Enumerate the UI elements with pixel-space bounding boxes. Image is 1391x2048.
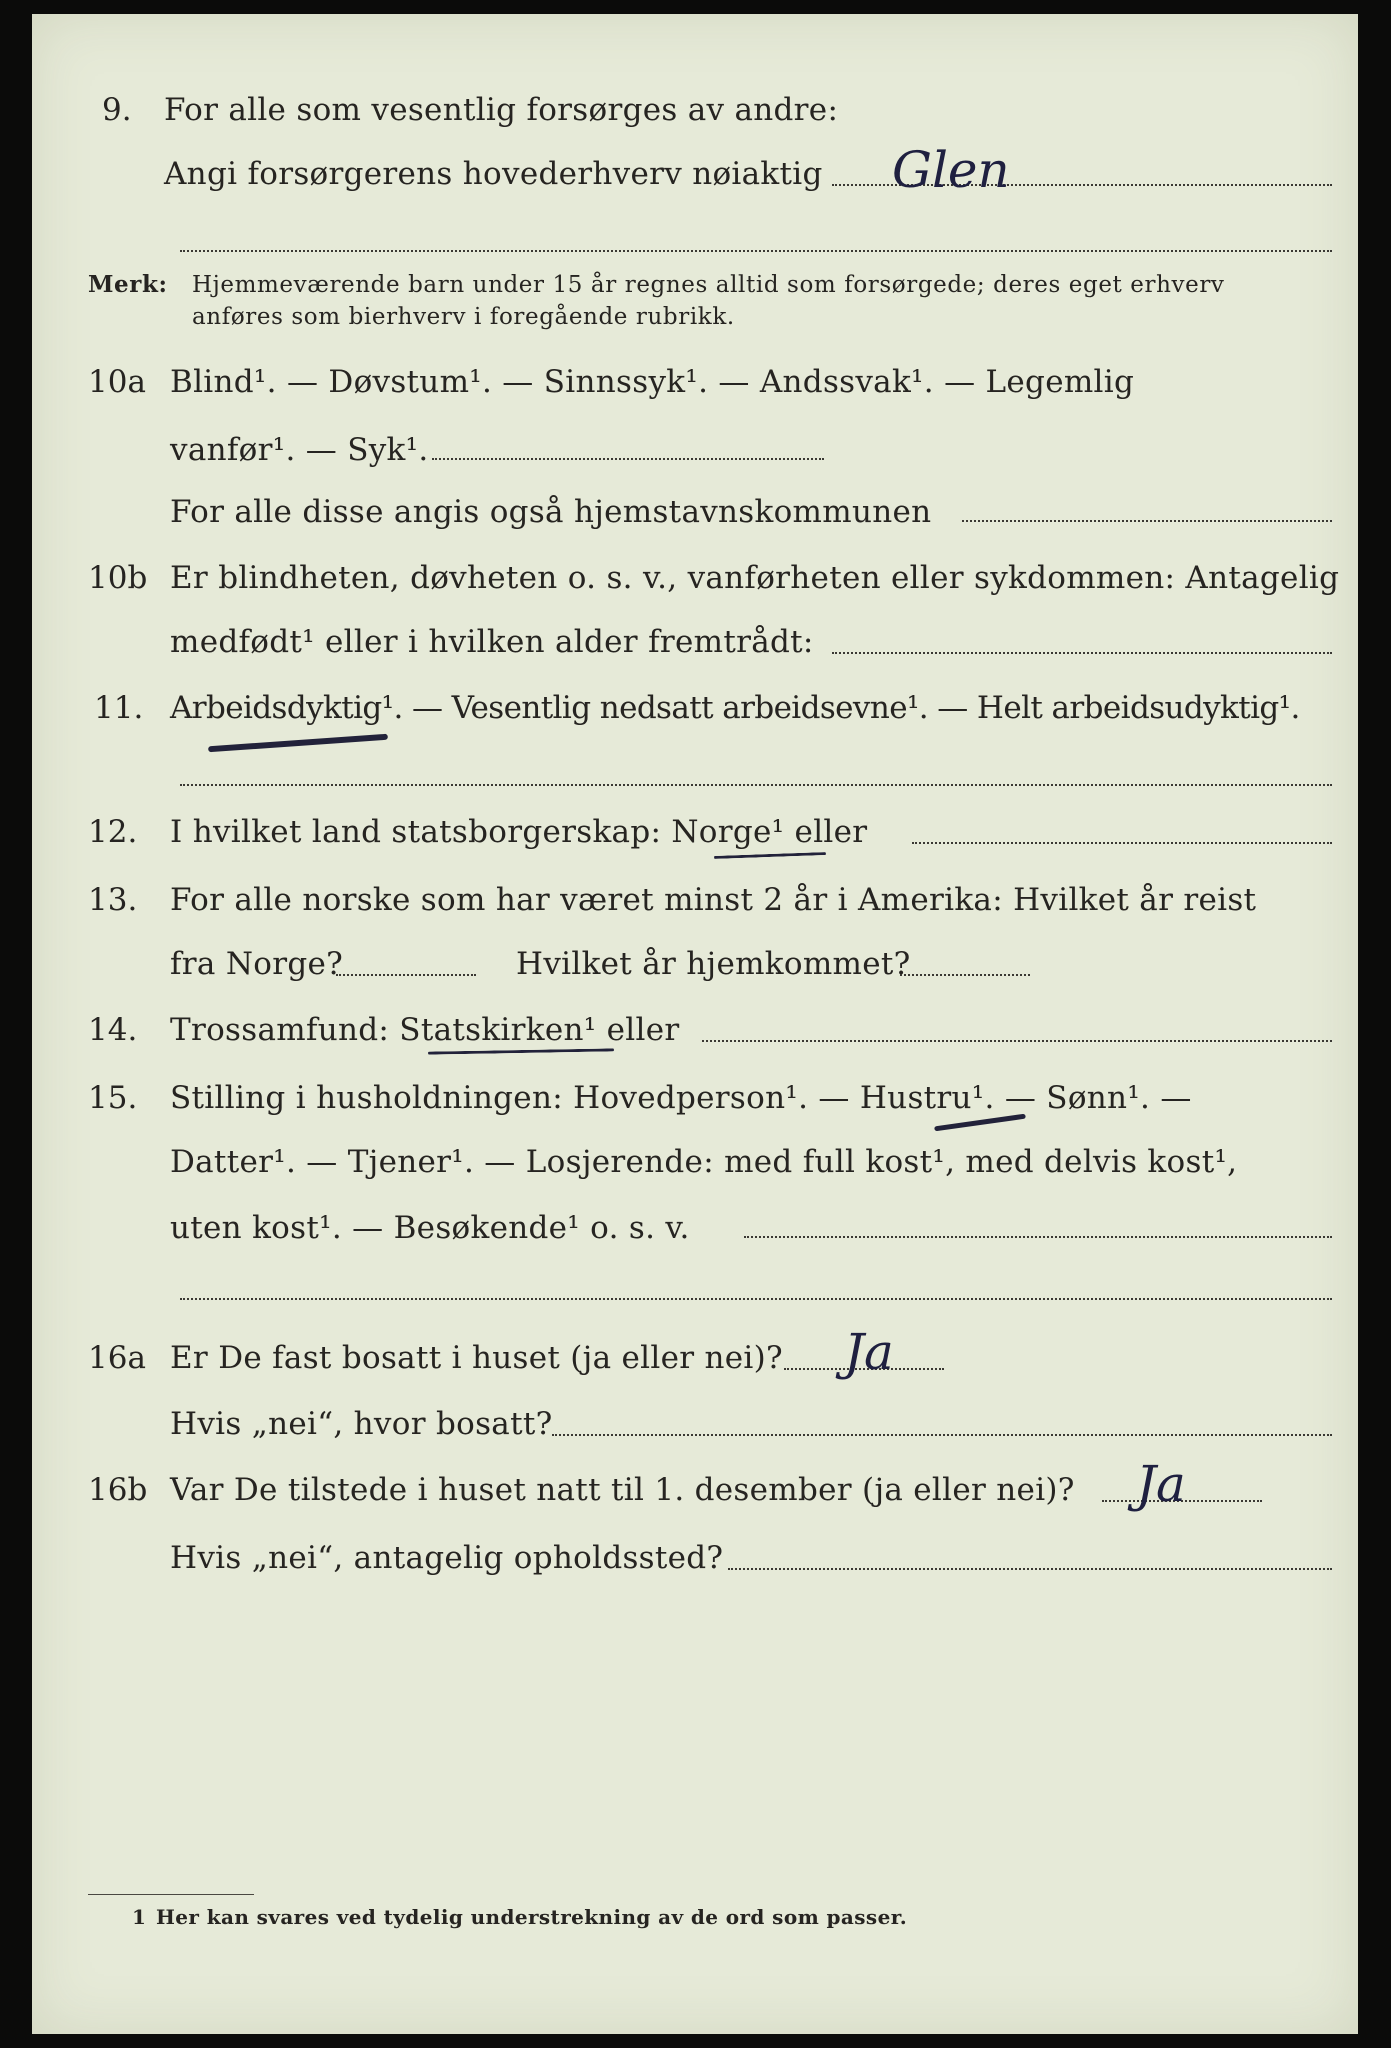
q11-underline-arbeidsdyktig	[208, 734, 388, 753]
q16a-number: 16a	[88, 1340, 146, 1376]
q10a-number: 10a	[88, 364, 146, 400]
q15-line1: Stilling i husholdningen: Hovedperson¹. — Hustru¹. — Sønn¹. —	[170, 1080, 1192, 1116]
q12-answer-line	[912, 842, 1332, 844]
q10b-answer-line	[832, 652, 1332, 654]
q16b-line1: Var De tilstede i huset natt til 1. desember (ja eller nei)?	[170, 1472, 1075, 1508]
q10a-syk-line	[432, 458, 824, 460]
q13-line2a: fra Norge?	[170, 946, 344, 982]
q10a-line2: vanfør¹. — Syk¹.	[170, 432, 429, 468]
q9-line1: For alle som vesentlig forsørges av andre:	[164, 92, 839, 128]
q14-number: 14.	[88, 1012, 138, 1048]
q9-handwritten-answer: Glen	[892, 141, 1010, 199]
footnote-rule	[88, 1894, 254, 1895]
q16b-handwritten-answer: Ja	[1136, 1455, 1186, 1513]
q12-underline-norge	[714, 852, 826, 859]
q9-extra-line	[180, 250, 1332, 252]
q15-line3: uten kost¹. — Besøkende¹ o. s. v.	[170, 1210, 690, 1246]
q16b-line2: Hvis „nei“, antagelig opholdssted?	[170, 1540, 724, 1576]
q16a-line1: Er De fast bosatt i huset (ja eller nei)?	[170, 1340, 783, 1376]
q10a-line3: For alle disse angis også hjemstavnskommunen	[170, 494, 932, 530]
q16b-opholdssted-line	[728, 1568, 1332, 1570]
q12-number: 12.	[88, 814, 138, 850]
merk-line2: anføres som bierhverv i foregående rubrikk.	[192, 304, 735, 330]
q11-extra-line	[180, 784, 1332, 786]
q13-number: 13.	[88, 882, 138, 918]
merk-label: Merk:	[88, 271, 168, 298]
q14-text: Trossamfund: Statskirken¹ eller	[170, 1012, 680, 1048]
q11-number: 11.	[94, 690, 144, 726]
q10a-kommune-line	[962, 520, 1332, 522]
q13-reist-line	[336, 974, 476, 976]
q12-text: I hvilket land statsborgerskap: Norge¹ eller	[170, 814, 868, 850]
q10a-line1: Blind¹. — Døvstum¹. — Sinnssyk¹. — Andssvak¹. — Legemlig	[170, 364, 1135, 400]
q10b-line2: medfødt¹ eller i hvilken alder fremtrådt:	[170, 624, 814, 660]
q15-number: 15.	[88, 1080, 138, 1116]
merk-line1: Hjemmeværende barn under 15 år regnes alltid som forsørgede; deres eget erhverv	[192, 272, 1225, 298]
q15-answer-line	[744, 1236, 1332, 1238]
q15-underline-hustru	[934, 1114, 1026, 1132]
q14-answer-line	[702, 1040, 1332, 1042]
footnote-text: Her kan svares ved tydelig understrekning av de ord som passer.	[156, 1905, 908, 1929]
q11-text: Arbeidsdyktig¹. — Vesentlig nedsatt arbeidsevne¹. — Helt arbeidsudyktig¹.	[170, 690, 1300, 726]
q10b-line1: Er blindheten, døvheten o. s. v., vanførheten eller sykdommen: Antagelig	[170, 560, 1340, 596]
census-form-page	[32, 14, 1358, 2034]
q16b-number: 16b	[88, 1472, 148, 1508]
q10b-number: 10b	[88, 560, 148, 596]
q13-hjemkommet-line	[900, 974, 1030, 976]
q13-line1: For alle norske som har været minst 2 år i Amerika: Hvilket år reist	[170, 882, 1257, 918]
q16a-line2: Hvis „nei“, hvor bosatt?	[170, 1406, 553, 1442]
q13-line2b: Hvilket år hjemkommet?	[516, 946, 911, 982]
q14-underline-statskirken	[428, 1048, 614, 1054]
q15-extra-line	[180, 1298, 1332, 1300]
q16a-handwritten-answer: Ja	[844, 1323, 894, 1381]
q9-number: 9.	[102, 92, 132, 128]
q15-line2: Datter¹. — Tjener¹. — Losjerende: med full kost¹, med delvis kost¹,	[170, 1144, 1238, 1180]
q9-line2: Angi forsørgerens hovederhverv nøiaktig	[164, 156, 823, 192]
q16a-bosatt-line	[552, 1434, 1332, 1436]
footnote-mark: 1	[132, 1905, 147, 1929]
